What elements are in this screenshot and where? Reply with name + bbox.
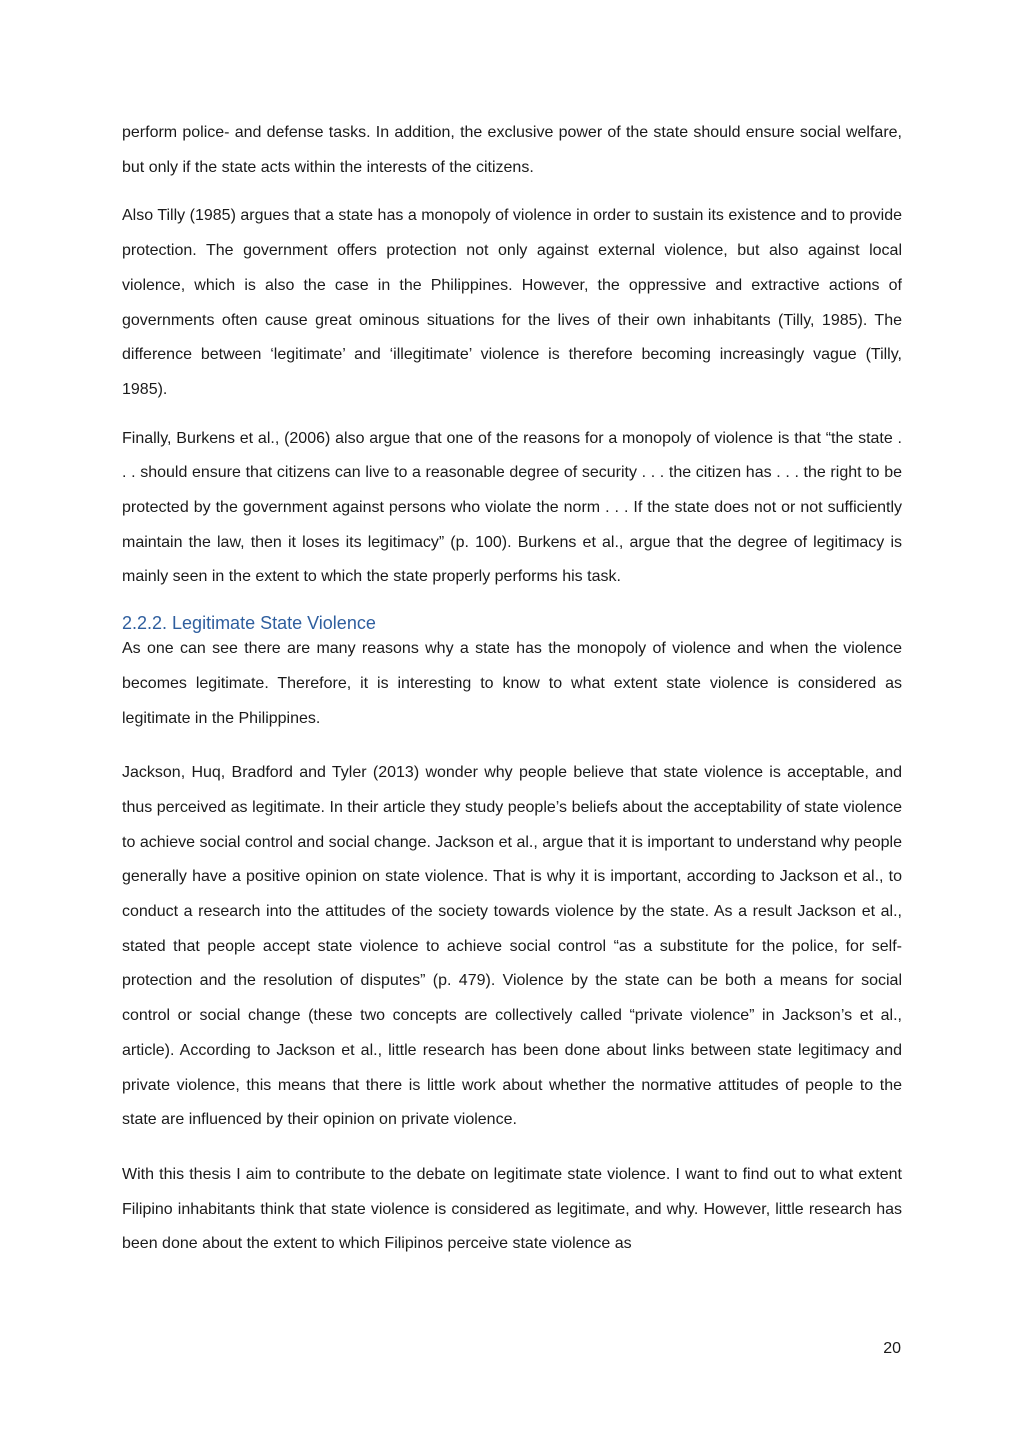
page-number: 20 bbox=[883, 1340, 901, 1357]
section-paragraph-1: As one can see there are many reasons why a state has the monopoly of violence and when the violence becomes legitimate. Therefore, it is interesting to know to what extent state violence is considered as legitimate in the Philippines. bbox=[122, 640, 902, 727]
paragraph-2: Also Tilly (1985) argues that a state has a monopoly of violence in order to sustain its existence and to provide protection. The government offers protection not only against external violence, but also against local violence, which is also the case in the Philippines. However, the oppressive and extractive actions of governments often cause great ominous situations for the lives of their own inhabitants (Tilly, 1985). The difference between ‘legitimate’ and ‘illegitimate’ violence is therefore becoming increasingly vague (Tilly, 1985). bbox=[122, 207, 902, 398]
section-paragraph-3: With this thesis I aim to contribute to the debate on legitimate state violence. I want to find out to what extent Filipino inhabitants think that state violence is considered as legitimate, and why. However, little research has been done about the extent to which Filipinos perceive state violence as bbox=[122, 1165, 902, 1253]
section-paragraph-2: Jackson, Huq, Bradford and Tyler (2013) wonder why people believe that state violence is acceptable, and thus perceived as legitimate. In their article they study people’s beliefs about the acceptability of state violence to achieve social control and social change. Jackson et al., argue that it is important to understand why people generally have a positive opinion on state violence. That is why it is important, according to Jackson et al., to conduct a research into the attitudes of the society towards violence by the state. As a result Jackson et al., stated that people accept state violence to achieve social control “as a substitute for the police, for self-protection and the resolution of disputes” (p. 479). Violence by the state can be both a means for social control or social change (these two concepts are collectively called “private violence” in Jackson’s et al., article). According to Jackson et al., little research has been done about links between state legitimacy and private violence, this means that there is little work about whether the normative attitudes of people to the state are influenced by their opinion on private violence. bbox=[122, 764, 902, 1129]
paragraph-1: perform police- and defense tasks. In addition, the exclusive power of the state should ensure social welfare, but only if the state acts within the interests of the citizens. bbox=[122, 124, 902, 176]
section-heading: 2.2.2. Legitimate State Violence bbox=[122, 613, 376, 634]
paragraph-3: Finally, Burkens et al., (2006) also argue that one of the reasons for a monopoly of violence is that “the state . . . should ensure that citizens can live to a reasonable degree of security . . . the citizen has . . . the right to be protected by the government against persons who violate the norm . . . If the state does not or not sufficiently maintain the law, then it loses its legitimacy” (p. 100). Burkens et al., argue that the degree of legitimacy is mainly seen in the extent to which the state properly performs his task. bbox=[122, 429, 902, 586]
document-page bbox=[122, 116, 902, 1262]
